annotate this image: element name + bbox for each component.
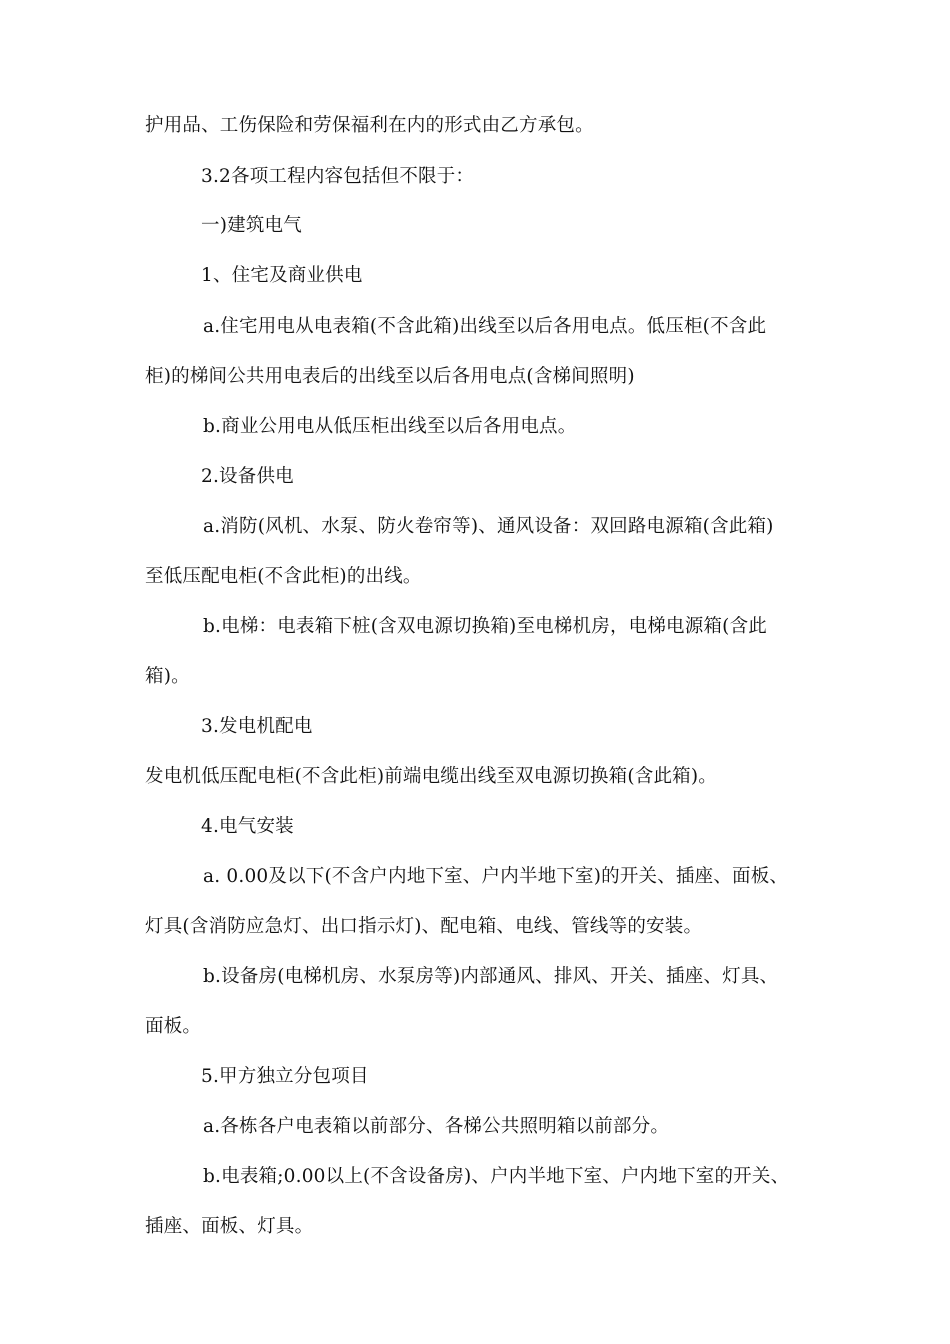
item-heading-equipment-power: 2.设备供电 [201, 466, 294, 487]
paragraph-fire-ventilation-line-1: a.消防(风机、水泵、防火卷帘等)、通风设备：双回路电源箱(含此箱) [203, 516, 774, 537]
item-heading-electrical-installation: 4.电气安装 [201, 816, 294, 837]
paragraph-generator-distribution: 发电机低压配电柜(不含此柜)前端电缆出线至双电源切换箱(含此箱)。 [145, 766, 717, 787]
paragraph-residential-power-line-1: a.住宅用电从电表箱(不含此箱)出线至以后各用电点。低压柜(不含此 [203, 316, 767, 337]
paragraph-residential-power-line-2: 柜)的梯间公共用电表后的出线至以后各用电点(含梯间照明) [145, 366, 635, 387]
subsection-heading-building-electrical: 一)建筑电气 [201, 215, 302, 236]
item-heading-generator-distribution: 3.发电机配电 [201, 716, 313, 737]
paragraph-installation-a-line-1: a. 0.00及以下(不含户内地下室、户内半地下室)的开关、插座、面板、 [203, 866, 789, 887]
item-heading-residential-commercial-power: 1、住宅及商业供电 [201, 265, 363, 286]
paragraph-installation-b-line-2: 面板。 [145, 1016, 202, 1037]
paragraph-installation-b-line-1: b.设备房(电梯机房、水泵房等)内部通风、排风、开关、插座、灯具、 [203, 966, 779, 987]
paragraph-installation-a-line-2: 灯具(含消防应急灯、出口指示灯)、配电箱、电线、管线等的安装。 [145, 916, 703, 937]
paragraph-commercial-power: b.商业公用电从低压柜出线至以后各用电点。 [203, 416, 577, 437]
paragraph-fire-ventilation-line-2: 至低压配电柜(不含此柜)的出线。 [145, 566, 422, 587]
paragraph-subcontract-b-line-1: b.电表箱;0.00以上(不含设备房)、户内半地下室、户内地下室的开关、 [203, 1166, 790, 1187]
paragraph-subcontract-b-line-2: 插座、面板、灯具。 [145, 1216, 314, 1237]
paragraph-subcontract-a: a.各栋各户电表箱以前部分、各梯公共照明箱以前部分。 [203, 1116, 670, 1137]
item-heading-independent-subcontract: 5.甲方独立分包项目 [201, 1066, 369, 1087]
paragraph-elevator-line-2: 箱)。 [145, 666, 190, 687]
paragraph-elevator-line-1: b.电梯：电表箱下桩(含双电源切换箱)至电梯机房，电梯电源箱(含此 [203, 616, 767, 637]
text-line-continuation: 护用品、工伤保险和劳保福利在内的形式由乙方承包。 [145, 115, 594, 136]
section-heading-3-2: 3.2各项工程内容包括但不限于： [201, 166, 475, 187]
